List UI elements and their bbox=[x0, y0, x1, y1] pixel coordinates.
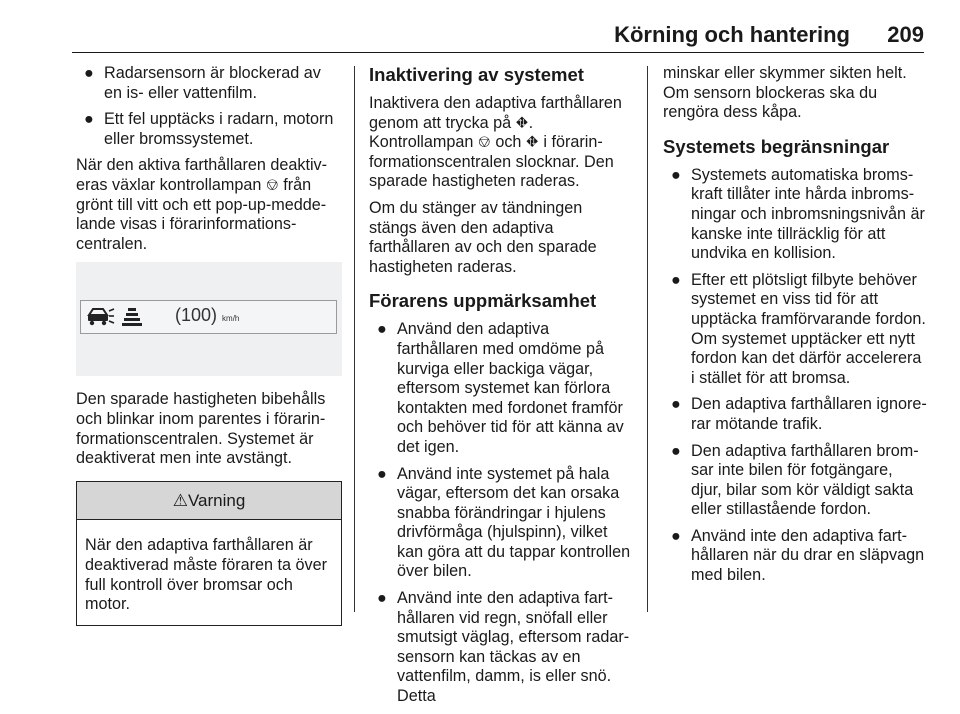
list-item: ● Den adaptiva farthållaren bromsar inte bilen för fotgängare, djur, bilar som kör väldigt sakta eller stillastående fordon. bbox=[671, 441, 919, 519]
stored-speed-value: (100) bbox=[175, 305, 218, 326]
paragraph: minskar eller skymmer sikten helt. Om sensorn blockeras ska du rengöra dess kåpa. bbox=[663, 64, 907, 122]
section-heading: Inaktivering av systemet bbox=[369, 64, 584, 85]
paragraph: Kontrollampan ⎊ och ⛖ i förarinformationscentralen slocknar. Den sparade hastigheten raderas. bbox=[369, 133, 614, 191]
list-item: ● Den adaptiva farthållaren ignorerar mötande trafik. bbox=[671, 395, 927, 433]
column-divider bbox=[354, 66, 355, 612]
speed-unit: km/h bbox=[222, 314, 240, 324]
list-item: ● Använd inte den adaptiva farthållaren vid regn, snöfall eller smutsigt väglag, eftersom radarsensorn kan täckas av en vattenfilm, damm, is eller snö. Detta bbox=[377, 589, 630, 706]
list-item: ● Använd inte systemet på hala vägar, eftersom det kan orsaka snabba förändringar i hjulens drivförmåga (hjulspinn), vilket kan göra att du tappar kontrollen över bilen. bbox=[377, 464, 631, 581]
list-item: ● Använd inte den adaptiva farthållaren när du drar en släpvagn med bilen. bbox=[671, 526, 925, 585]
column-3 bbox=[663, 64, 927, 593]
bullet-icon: ● bbox=[84, 110, 94, 129]
paragraph: Inaktivera den adaptiva farthållaren genom att trycka på ⛖. bbox=[369, 94, 622, 132]
warning-triangle-icon: ⚠ bbox=[172, 490, 188, 510]
header-divider bbox=[72, 52, 924, 53]
display-status-bar bbox=[80, 300, 337, 334]
warning-header bbox=[77, 482, 341, 521]
section-heading: Förarens uppmärksamhet bbox=[369, 290, 597, 312]
bullet-icon: ● bbox=[84, 64, 94, 82]
section-heading: Systemets begränsningar bbox=[663, 135, 890, 157]
bullet-icon: ● bbox=[671, 165, 681, 184]
speed-limiter-icon bbox=[121, 307, 143, 327]
bullet-icon: ● bbox=[377, 589, 387, 608]
bullet-icon: ● bbox=[671, 270, 681, 289]
warning-text: När den adaptiva farthållaren är deaktiverad måste föraren ta över full kontroll över bromsar och motor. bbox=[85, 536, 328, 614]
warning-title: Varning bbox=[187, 490, 246, 510]
paragraph: När den aktiva farthållaren deaktiveras växlar kontrollampan ⎊ från grönt till vitt och ett pop-up-meddelande visas i förarinformationscentralen. bbox=[76, 156, 328, 253]
column-divider bbox=[647, 66, 648, 612]
page-number: 209 bbox=[887, 22, 924, 47]
list-item: ● Använd den adaptiva farthållaren med omdöme på kurviga eller backiga vägar, eftersom systemet kan förlora kontakten med fordonet framför och behöver tid för att känna av det igen. bbox=[377, 320, 624, 456]
list-item: ● Radarsensorn är blockerad av en is- eller vattenfilm. bbox=[84, 64, 321, 102]
list-item: ● Systemets automatiska bromskraft tillåter inte hårda inbromsningar och inbromsningsnivån är kanske inte tillräcklig för att undvika en kollision. bbox=[671, 165, 925, 263]
bullet-icon: ● bbox=[671, 441, 681, 460]
list-item: ● Efter ett plötsligt filbyte behöver systemet en viss tid för att upptäcka framförvarande fordon. Om systemet upptäcker ett nytt fordon kan det därför accelerera i stället för att bromsa. bbox=[671, 270, 926, 387]
adaptive-cruise-icon bbox=[87, 306, 115, 328]
bullet-icon: ● bbox=[671, 526, 681, 545]
column-1 bbox=[76, 64, 342, 626]
list-item: ● Ett fel upptäcks i radarn, motorn eller bromssystemet. bbox=[84, 110, 334, 148]
bullet-icon: ● bbox=[671, 395, 681, 414]
bullet-icon: ● bbox=[377, 464, 387, 483]
stored-speed-readout bbox=[175, 306, 239, 329]
paragraph: Om du stänger av tändningen stängs även den adaptiva farthållaren av och den sparade hastigheten raderas. bbox=[369, 198, 597, 276]
bullet-icon: ● bbox=[377, 320, 387, 339]
page-header bbox=[0, 0, 960, 58]
paragraph: Den sparade hastigheten bibehålls och blinkar inom parentes i förarinformationscentralen. Systemet är deaktiverat men inte avstängt. bbox=[76, 390, 326, 468]
section-title: Körning och hantering bbox=[614, 22, 850, 47]
warning-box bbox=[76, 481, 342, 626]
column-2 bbox=[369, 64, 633, 714]
driver-info-display-image bbox=[76, 262, 342, 376]
